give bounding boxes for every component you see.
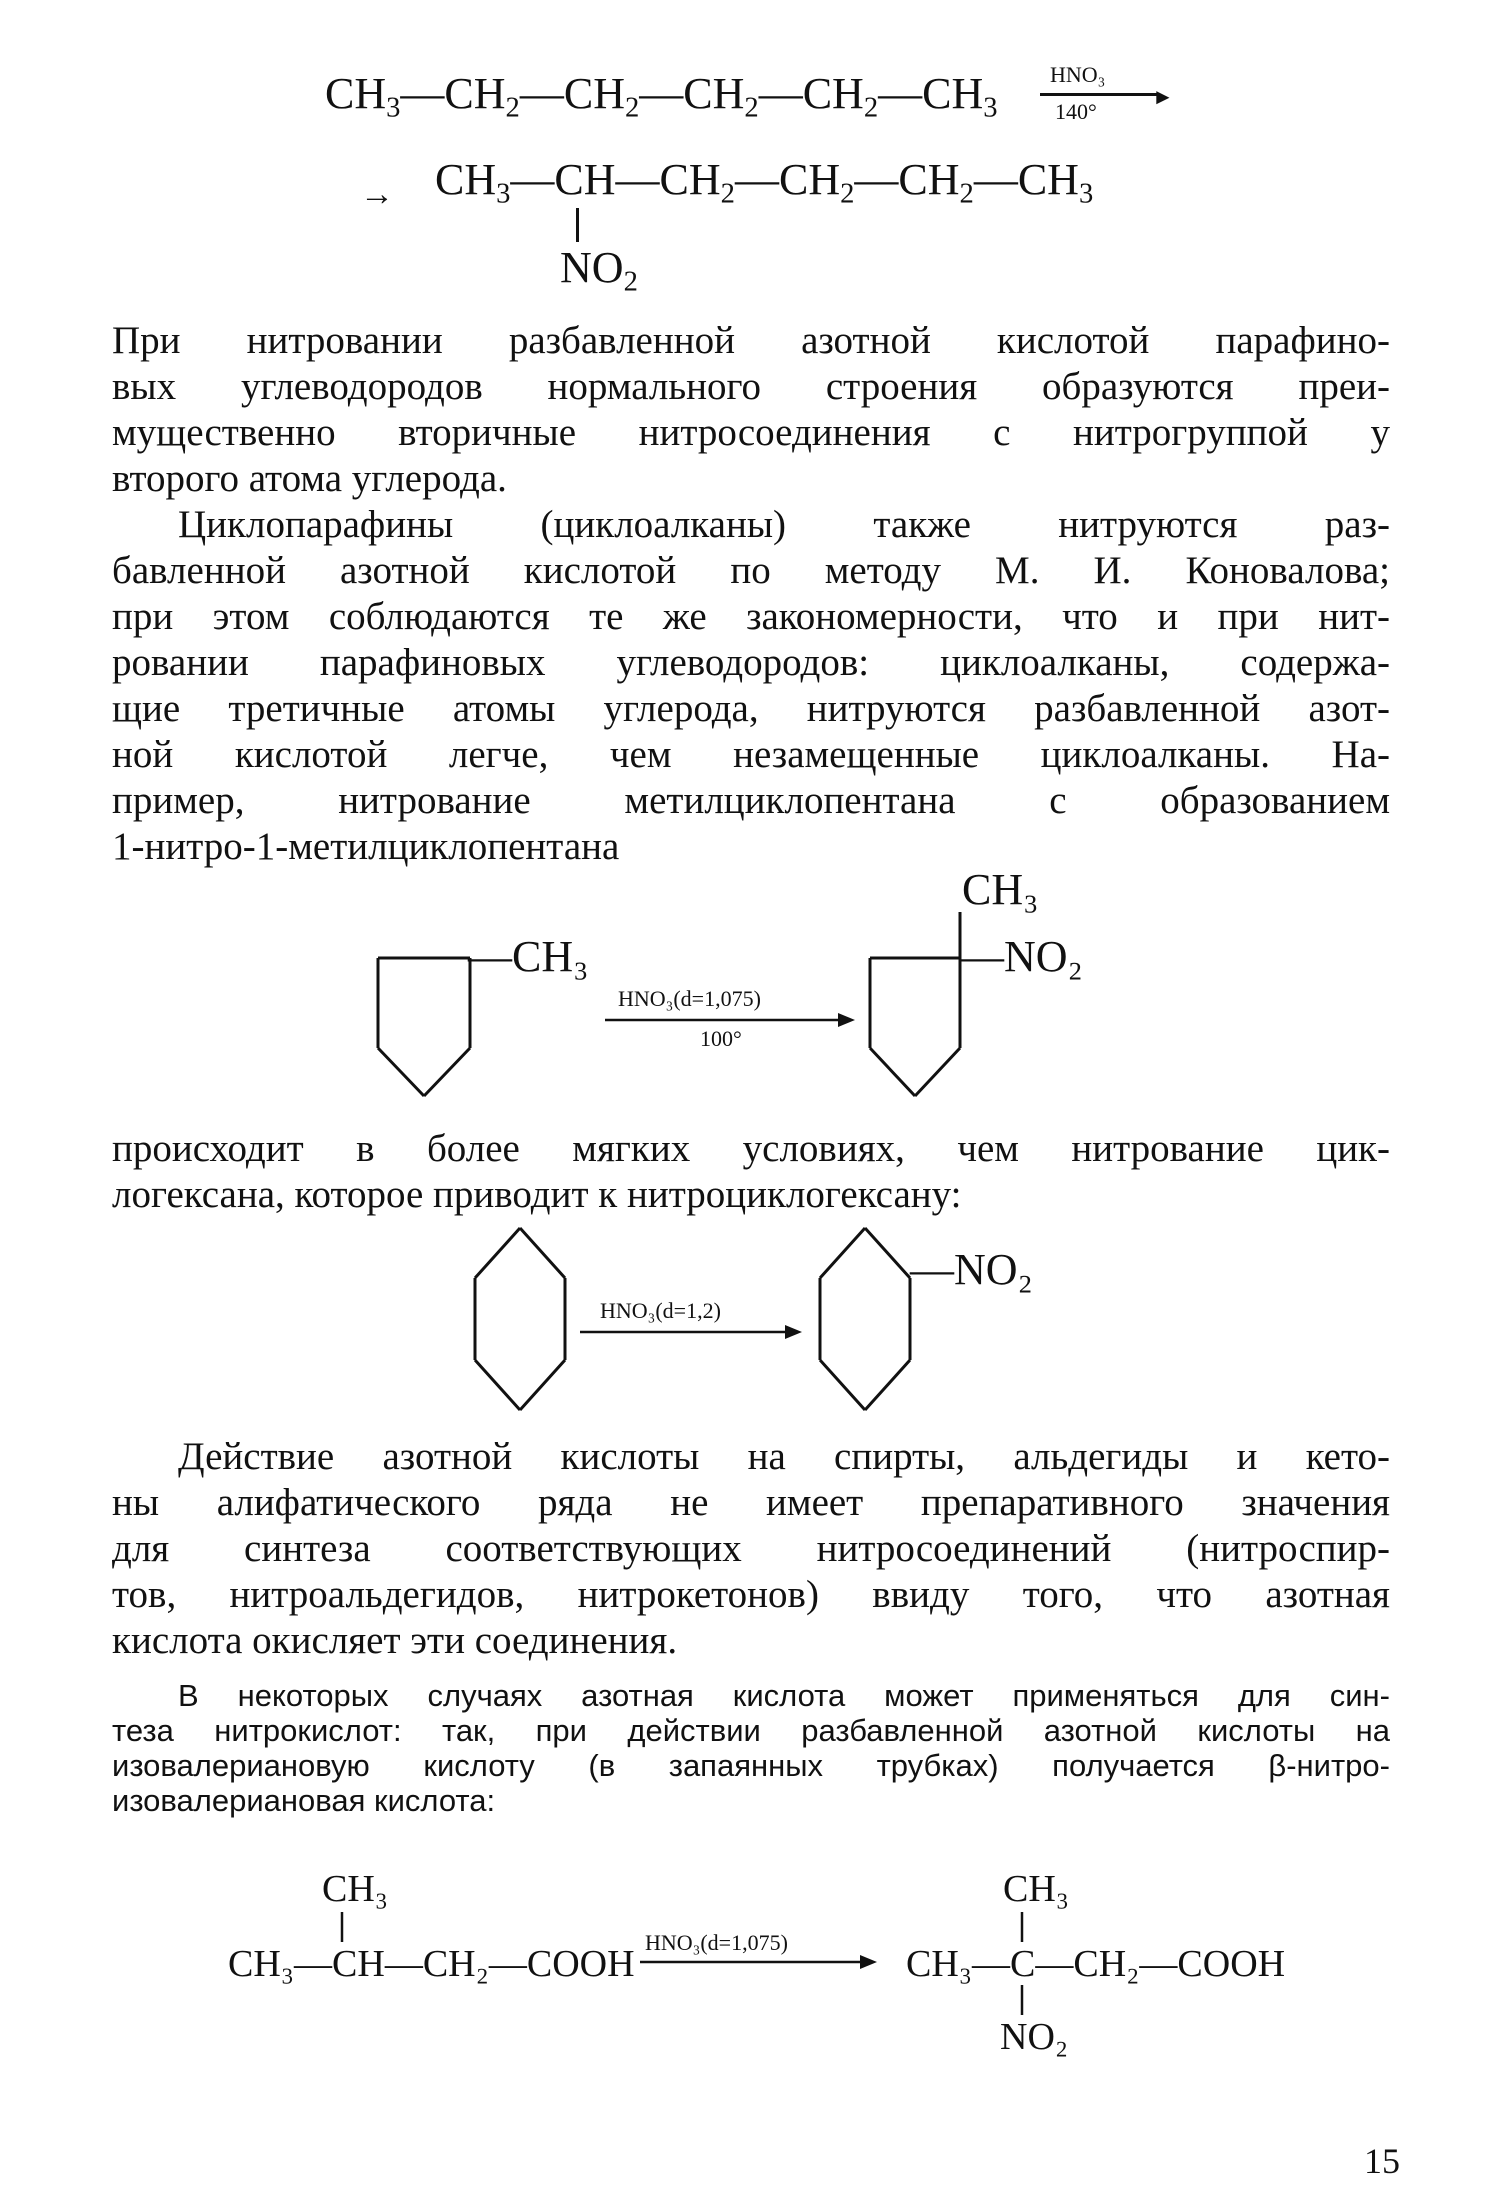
paragraph-5: В некоторых случаях азотная кислота может применяться для син- теза нитрокислот: так, при действии разбавленной азотной кислоты на изовалериановую кислоту (в запаянных трубках) получается β-нитро- изовалериановая кислота: bbox=[112, 1678, 1390, 1818]
reaction4-substituent: NO₂ bbox=[1000, 2016, 1069, 2058]
reaction4-top-left: CH₃ bbox=[322, 1868, 389, 1910]
reaction1-reactant: $CH_3—CH_2—CH_2—CH_2—CH_2—CH_3$ bbox=[325, 69, 998, 124]
reaction2-product-methyl: CH₃ bbox=[962, 865, 1039, 914]
reaction1-arrow-left: → bbox=[360, 176, 394, 213]
reaction1-reagent: HNO₃ bbox=[1050, 62, 1106, 87]
reaction3-reagent: HNO₃(d=1,2) bbox=[600, 1298, 721, 1323]
reaction4-reactant: CH₃—CH—CH₂—COOH bbox=[228, 1943, 635, 1985]
paragraph-2: Циклопарафины (циклоалканы) также нитруются раз- бавленной азотной кислотой по методу М. И. Коновалова; при этом соблюдаются те же закономерности, что и при нит- ровании парафиновых углеводородов: циклоалканы, содержа- щие третичные атомы углерода, нитруются разбавленной азот- ной кислотой легче, чем незамещенные циклоалканы. На- пример, нитрование метилциклопентана с образованием 1-нитро-1-метилциклопентана bbox=[112, 503, 1390, 868]
reaction2-temp: 100° bbox=[700, 1026, 742, 1051]
paragraph-1: При нитровании разбавленной азотной кислотой парафино- вых углеводородов нормального строения образуются преи- мущественно вторичные нитросоединения с нитрогруппой у второго атома углерода. bbox=[112, 319, 1390, 500]
reaction2-reagent: HNO₃(d=1,075) bbox=[618, 986, 761, 1011]
nitromethylcyclopentane-ring bbox=[870, 912, 960, 1096]
page-number: 15 bbox=[1364, 2141, 1400, 2181]
reaction4-product: CH₃—C—CH₂—COOH bbox=[906, 1943, 1286, 1985]
reaction4-reagent: HNO₃(d=1,075) bbox=[645, 1930, 788, 1955]
reaction2-product-nitro: —NO₂ bbox=[960, 932, 1083, 981]
cyclohexane-ring bbox=[475, 1228, 565, 1410]
reaction1-product: $CH_3—CH—CH_2—CH_2—CH_2—CH_3$ bbox=[435, 155, 1094, 210]
paragraph-3: происходит в более мягких условиях, чем нитрование цик- логексана, которое приводит к нитроциклогексану: bbox=[112, 1127, 1390, 1216]
reaction1-substituent: $NO_2$ bbox=[560, 243, 638, 298]
methylcyclopentane-ring bbox=[378, 958, 470, 1096]
reaction3-product-nitro: —NO₂ bbox=[910, 1245, 1033, 1294]
reaction1-temp: 140° bbox=[1055, 99, 1097, 124]
paragraph-4: Действие азотной кислоты на спирты, альдегиды и кето- ны алифатического ряда не имеет препаративного значения для синтеза соответствующих нитросоединений (нитроспир- тов, нитроальдегидов, нитрокетонов) ввиду того, что азотная кислота окисляет эти соединения. bbox=[112, 1435, 1390, 1662]
reaction1-arrowhead: ► bbox=[1152, 84, 1174, 109]
reaction2-reactant-methyl: —CH₃ bbox=[468, 932, 589, 981]
nitrocyclohexane-ring bbox=[820, 1228, 910, 1410]
reaction4-top-right: CH₃ bbox=[1003, 1868, 1070, 1910]
